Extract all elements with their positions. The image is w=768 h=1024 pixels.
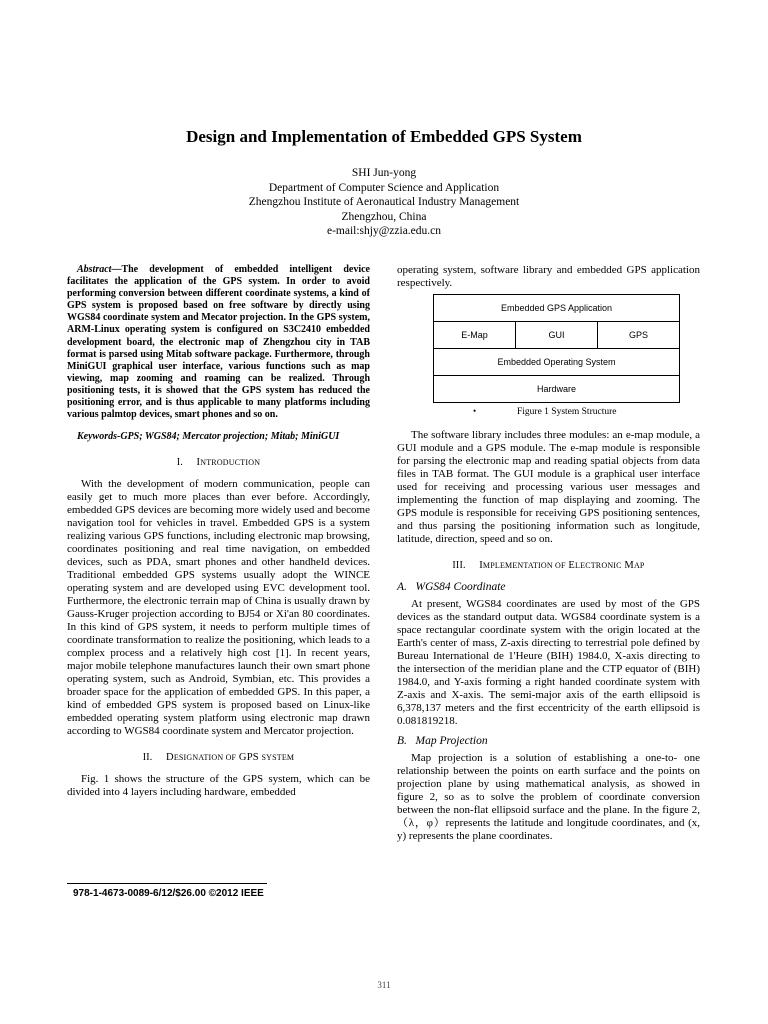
layer-application: Embedded GPS Application [434,295,679,322]
section-title-2: LECTRONIC [575,561,622,570]
section-number: III. [452,560,466,571]
module-gui: GUI [516,322,598,348]
author-institute: Zhengzhou Institute of Aeronautical Industry Management [248,196,520,208]
section-number: I. [176,457,184,469]
subsection-heading-map-projection: B. Map Projection [397,735,488,747]
author-name: SHI Jun-yong [351,167,417,179]
figure-system-structure [433,294,680,403]
software-library-text: The software library includes three modules: an e-map module, a GUI module and a GPS module. The e-map module is responsible for parsing the electronic map and reading spatial objects from data files in TAB format. The GUI module is a graphical user interface used for receiving and processing various user messages and implementing the function of map displaying and zooming. The GPS module is responsible for receiving GPS positioning sentences, and thus parsing the positioning information such as longitude, latitude, direction, speed and so on. [397,429,700,545]
copyright-footnote: 978-1-4673-0089-6/12/$26.00 ©2012 IEEE [73,888,264,899]
module-emap: E-Map [434,322,516,348]
section-title: ESIGNATION OF [173,753,237,763]
author-block [0,166,768,239]
section-title: NTRODUCTION [200,458,261,468]
section-initial-2: E [568,560,576,571]
author-department: Department of Computer Science and Application [268,181,500,194]
abstract-label: Abstract [77,264,112,275]
right-column [397,264,700,843]
section-title-gps: GPS [238,752,259,764]
section-initial: D [166,752,174,764]
section-initial-3: M [624,560,634,571]
author-location: Zhengzhou, China [341,210,427,223]
module-gps: GPS [628,330,648,340]
design-text-left: Fig. 1 shows the structure of the GPS system, which can be divided into 4 layers including hardware, embedded [67,773,370,799]
design-text-right: operating system, software library and embedded GPS application respectively. [397,264,700,289]
section-initial: I [479,560,483,571]
bullet-icon: • [473,406,477,416]
abstract-text: —The development of embedded intelligent device facilitates the application of the GPS system. In order to avoid performing conversion between different coordinate systems, a kind of GPS system is proposed based on free software by directly using WGS84 coordinate system and Mecator projection. In the GPS system, ARM-Linux operating system is configured on S3C2410 embedded development board, the electronic map of Zhengzhou city in TAB format is parsed using Mitab software package. Furthermore, through MiniGUI graphical user interface, various functions such as map viewing, map zooming and roaming can be realized. Through positioning tests, it is showed that the GPS system has reduced the positioning error, and is thus applicable to many platforms including various palmtop devices, smart phones and so on. [67,264,370,421]
section-initial: I [196,457,201,469]
section-title: MPLEMENTATION OF [482,561,566,570]
section-heading-implementation [397,560,700,571]
page-number: 311 [377,980,391,990]
map-projection-text: Map projection is a solution of establishing a one-to- one relationship between the points on earth surface and the points on projection plane by using mathematical analysis, as showed in figure 2, so as to solve the problem of coordinate conversion between the non-flat ellipsoid surface and the plane. In the figure 2, （λ，φ）represents the latitude and longitude coordinates, and (x, y) represents the plane coordinates. [397,752,700,842]
left-column [67,264,370,799]
layer-os: Embedded Operating System [434,349,679,376]
abstract [67,264,370,421]
subsection-heading-wgs84: A. WGS84 Coordinate [397,581,506,593]
section-title-end: SYSTEM [261,753,295,763]
layer-hardware: Hardware [536,384,576,394]
introduction-text: With the development of modern communication, people can easily get to much more places than ever before. Accordingly, embedded GPS devices are becoming more widely used and become navigation tool for vehicles in travel. Embedded GPS is a system realizing various GPS functions, including electronic map browsing, coordinates positioning and real time navigation, on embedded devices, such as PDA, smart phones and other handheld devices. Traditional embedded GPS systems usually adopt the WINCE operating system and are developed using EVC development tool. Furthermore, the electronic terrain map of China is usually drawn by Gauss-Kruger projection according to BJ54 or Xi'an 80 coordinates. In this kind of GPS system, it needs to perform multiple times of coordinate transformation to realize the positioning, which leads to a complex process and a relatively high cost [1]. In recent years, major mobile telephone manufactures launch their own smart phone operating system, such as Android, Symbian, etc. This provides a broader space for the application of embedded GPS. In this paper, a kind of embedded GPS system is proposed based on Linux-like embedded operating system platform using electronic map drawn according to WGS84 coordinate system and Mercator projection. [67,478,370,738]
author-email: e-mail:shjy@zzia.edu.cn [326,225,442,237]
wgs84-text: At present, WGS84 coordinates are used by most of the GPS devices as the standard output data. WGS84 coordinate system is a space rectangular coordinate system with the origin located at the Earth's center of mass, Z-axis directing to terrestrial pole defined by Bureau International de 1'Heure (BIH) 1984.0, X-axis directing to the intersection of the meridian plane and the CTP equator of (BIH) 1984.0, and Y-axis forming a right handed coordinate system with Z-axis and X-axis. The semi-major axis of the earth ellipsoid is 6,378,137 meters and the first eccentricity of the earth ellipsoid is 0.081819218. [397,598,700,727]
section-number: II. [142,752,153,764]
section-title-3: AP [633,561,645,570]
section-heading-design [67,752,370,763]
paper-title: Design and Implementation of Embedded GPS System [186,127,582,146]
figure-caption [397,407,700,417]
keywords: Keywords-GPS; WGS84; Mercator projection; Mitab; MiniGUI [77,431,340,443]
section-heading-introduction [67,457,370,468]
footnote-divider [67,883,267,884]
layer-software-library [434,322,679,349]
figure-caption-text: Figure 1 System Structure [517,407,617,417]
